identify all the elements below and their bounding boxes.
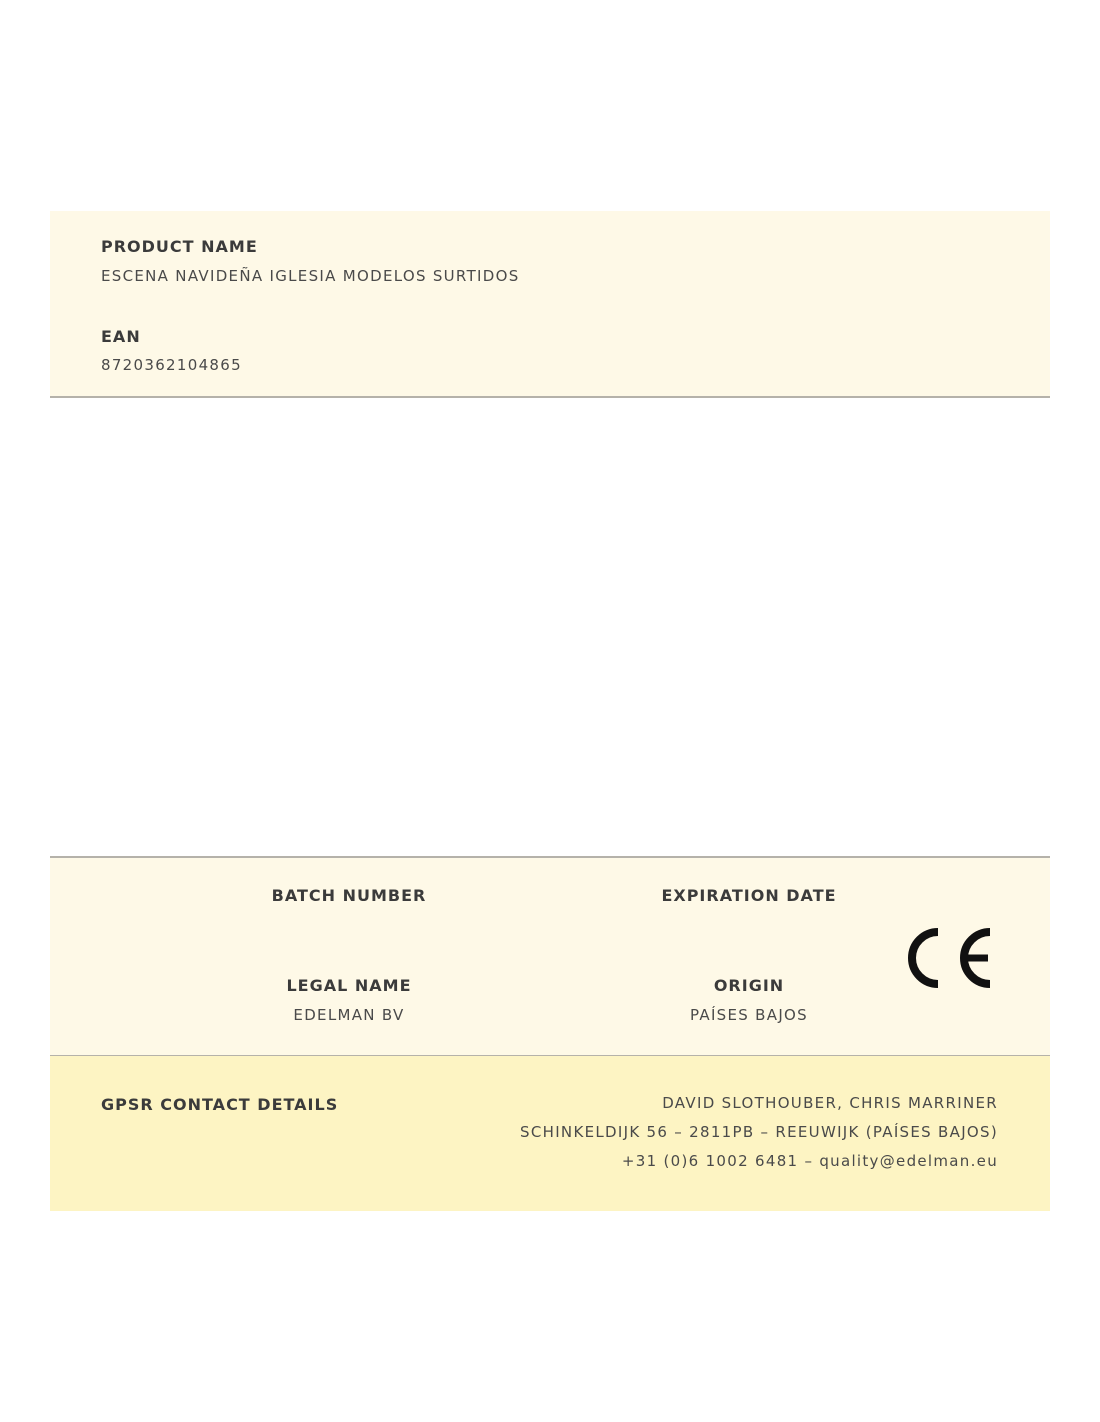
product-name-value: ESCENA NAVIDEÑA IGLESIA MODELOS SURTIDOS bbox=[101, 267, 520, 285]
gpsr-contact-label: GPSR CONTACT DETAILS bbox=[101, 1095, 339, 1114]
ean-value: 8720362104865 bbox=[101, 356, 242, 374]
product-name-label: PRODUCT NAME bbox=[101, 237, 258, 256]
ce-mark-icon bbox=[908, 928, 992, 988]
contact-details bbox=[520, 1093, 998, 1180]
contact-names: DAVID SLOTHOUBER, CHRIS MARRINER bbox=[662, 1094, 998, 1112]
legal-name-value: EDELMAN BV bbox=[293, 1006, 405, 1024]
batch-number-label: BATCH NUMBER bbox=[271, 886, 427, 905]
origin-label: ORIGIN bbox=[713, 976, 785, 995]
contact-address: SCHINKELDIJK 56 – 2811PB – REEUWIJK (PAÍSES BAJOS) bbox=[520, 1123, 998, 1141]
contact-panel bbox=[50, 1056, 1050, 1211]
expiration-date-label: EXPIRATION DATE bbox=[661, 886, 837, 905]
origin-value: PAÍSES BAJOS bbox=[690, 1006, 808, 1024]
info-panel bbox=[50, 856, 1050, 1057]
ean-label: EAN bbox=[101, 327, 141, 346]
legal-name-label: LEGAL NAME bbox=[286, 976, 412, 995]
product-panel bbox=[50, 211, 1050, 398]
contact-phone-email: +31 (0)6 1002 6481 – quality@edelman.eu bbox=[621, 1152, 998, 1170]
